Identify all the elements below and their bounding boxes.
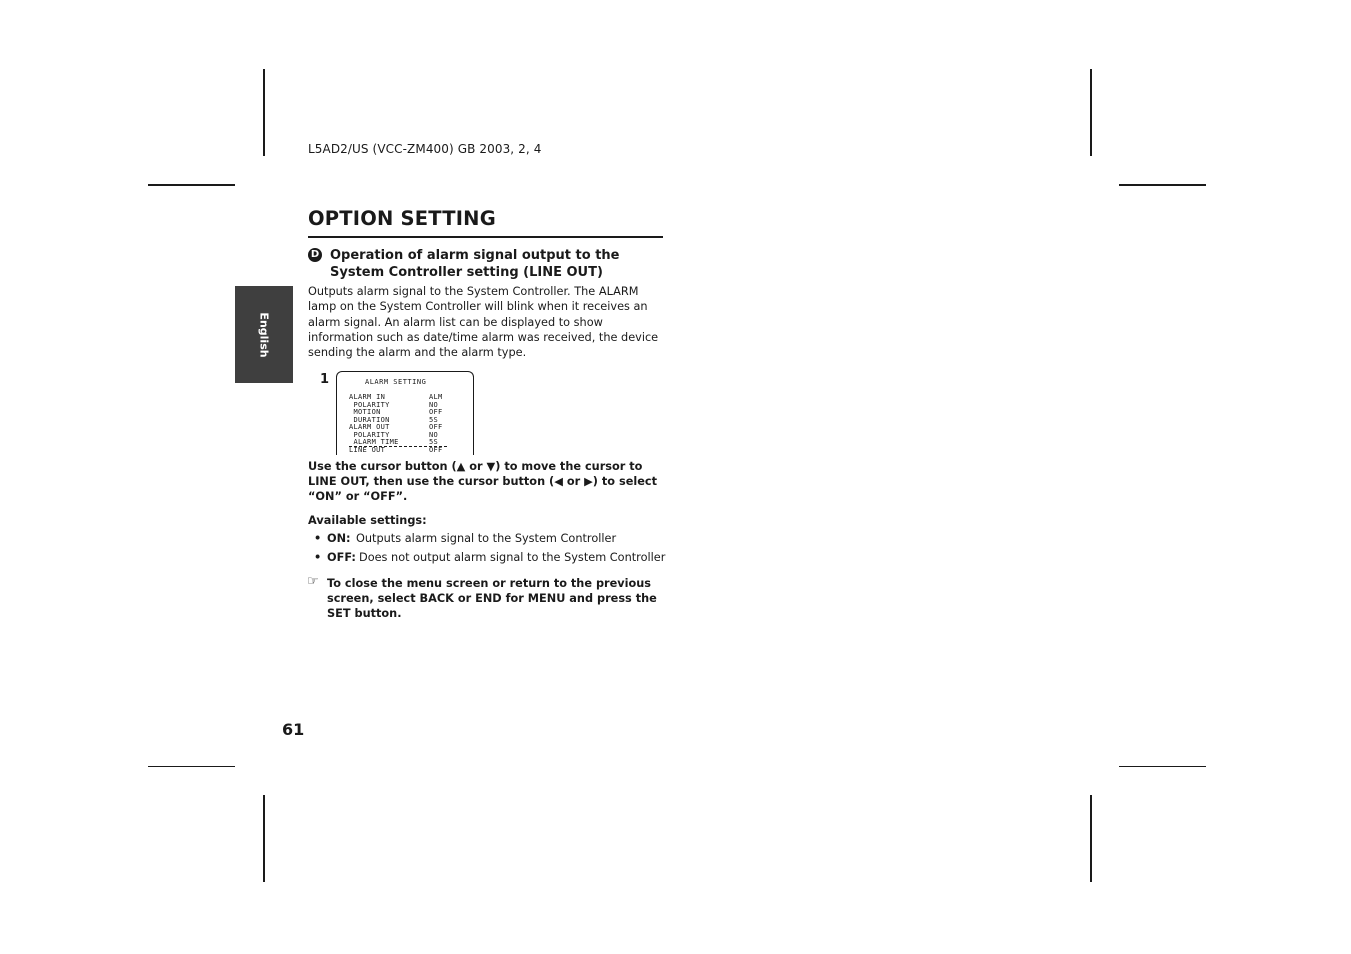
setting-key: ON: <box>327 532 351 545</box>
screen-row-value: OFF <box>429 423 443 431</box>
crop-mark-top-left-horizontal <box>148 184 235 186</box>
screen-row-label: ALARM TIME <box>349 438 399 446</box>
language-side-tab <box>235 286 293 383</box>
screen-row-label: ALARM OUT <box>349 423 390 431</box>
section-marker-icon: D <box>308 248 322 262</box>
screen-row-value: NO <box>429 400 439 409</box>
crop-mark-bottom-right-vertical <box>1090 795 1092 882</box>
setting-description: Does not output alarm signal to the System Controller <box>359 551 666 564</box>
section-heading: Operation of alarm signal output to the System Controller setting (LINE OUT) <box>330 248 620 280</box>
pointing-hand-icon: ☞ <box>307 574 319 589</box>
setting-key: OFF: <box>327 551 356 564</box>
crop-mark-top-left-vertical <box>263 69 265 156</box>
screen-title: ALARM SETTING <box>365 378 427 386</box>
screen-row-value: NO <box>429 430 439 439</box>
step-number: 1 <box>320 372 330 387</box>
screen-row-value: OFF <box>429 445 443 454</box>
screen-row-value: 5S <box>429 438 439 446</box>
language-tab-label: English <box>257 311 271 358</box>
bullet-icon: • <box>314 551 322 564</box>
document-header-meta: L5AD2/US (VCC-ZM400) GB 2003, 2, 4 <box>308 142 542 156</box>
screen-row-label: MOTION <box>349 408 381 416</box>
screen-row-value: 5S <box>429 415 439 424</box>
bullet-icon: • <box>314 532 322 545</box>
crop-mark-top-right-vertical <box>1090 69 1092 156</box>
page-title: OPTION SETTING <box>308 207 496 230</box>
crop-mark-bottom-right-horizontal <box>1119 766 1206 767</box>
screen-row-label: ALARM IN <box>349 393 386 401</box>
screen-row-value: OFF <box>429 408 443 416</box>
setting-description: Outputs alarm signal to the System Controller <box>356 532 617 545</box>
screen-row-label: LINE OUT <box>349 445 386 454</box>
screen-row-label: DURATION <box>349 415 390 424</box>
crop-mark-bottom-left-vertical <box>263 795 265 882</box>
note-text: To close the menu screen or return to the previous screen, select BACK or END for MENU and press the SET button. <box>327 577 657 620</box>
screen-row-selected <box>349 447 459 455</box>
crop-mark-bottom-left-horizontal <box>148 766 235 767</box>
screen-row-value: ALM <box>429 393 443 401</box>
section-description: Outputs alarm signal to the System Controller. The ALARM lamp on the System Controller will blink when it receives an alarm signal. An alarm list can be displayed to show information such as date/time alarm was received, the device sending the alarm and the alarm type. <box>308 285 659 360</box>
title-underline <box>308 236 663 238</box>
menu-screen-illustration <box>336 371 474 455</box>
screen-row-label: POLARITY <box>349 430 390 439</box>
crop-mark-top-right-horizontal <box>1119 184 1206 186</box>
instruction-text: Use the cursor button (▲ or ▼) to move the cursor to LINE OUT, then use the cursor button (◀ or ▶) to select “ON” or “OFF”. <box>308 460 657 503</box>
screen-row-label: POLARITY <box>349 400 390 409</box>
page-number: 61 <box>282 720 305 739</box>
available-settings-heading: Available settings: <box>308 514 427 527</box>
